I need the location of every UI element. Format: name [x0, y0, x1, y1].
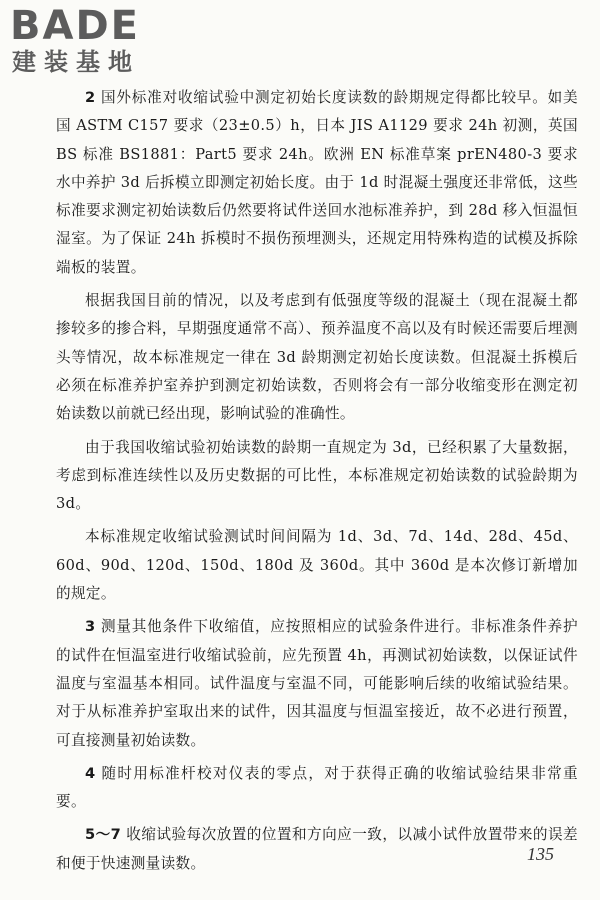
paragraph-text: 根据我国目前的情况，以及考虑到有低强度等级的混凝土（现在混凝土都掺较多的掺合料，早期强度通常不高）、预养温度不高以及有时候还需要后埋测头等情况，故本标准规定一律在 3d 龄期测定初始长度读数。但混凝土拆模后必须在标准养护室养护到测定初始读数，否则将会有一部分收缩变形在测定初始读数以前就已经出现，影响试验的准确性。 — [56, 292, 578, 423]
paragraph-text: 随时用标准杆校对仪表的零点，对于获得正确的收缩试验结果非常重要。 — [56, 764, 578, 811]
paragraph-clause-4 — [56, 760, 578, 817]
logo-english-text: BADE — [10, 3, 140, 49]
clause-number: 2 — [85, 89, 96, 106]
paragraph-text: 本标准规定收缩试验测试时间间隔为 1d、3d、7d、14d、28d、45d、60d、90d、120d、150d、180d 及 360d。其中 360d 是本次修订新增加的规定。 — [56, 528, 578, 603]
paragraph-text: 测量其他条件下收缩值，应按照相应的试验条件进行。非标准条件养护的试件在恒温室进行收缩试验前，应先预置 4h，再测试初始读数，以保证试件温度与室温基本相同。试件温度与室温不同，可能影响后续的收缩试验结果。对于从标准养护室取出来的试件，因其温度与恒温室接近，故不必进行预置，可直接测量初始读数。 — [56, 618, 578, 749]
publisher-logo — [10, 4, 180, 78]
clause-number: 3 — [85, 618, 96, 636]
clause-number: 5～7 — [85, 826, 122, 844]
page-number: 135 — [527, 844, 554, 864]
paragraph-text: 国外标准对收缩试验中测定初始长度读数的龄期规定得都比较早。如美国 ASTM C157 要求（23±0.5）h，日本 JIS A1129 要求 24h 初测，英国 BS 标准 BS1881：Part5 要求 24h。欧洲 EN 标准草案 prEN480-3 要求水中养护 3d 后拆模立即测定初始长度。由于 1d 时混凝土强度还非常低，这些标准要求测定初始读数后仍然要将试件送回水池标准养护，到 28d 移入恒温恒湿室。为了保证 24h 拆模时不损伤预埋测头，还规定用特殊构造的试模及拆除端板的装置。 — [56, 89, 578, 276]
paragraph-test-intervals — [56, 523, 578, 608]
paragraph-clause-2 — [56, 84, 578, 282]
paragraph-text: 由于我国收缩试验初始读数的龄期一直规定为 3d，已经积累了大量数据，考虑到标准连续性以及历史数据的可比性，本标准规定初始读数的试验龄期为 3d。 — [56, 438, 578, 513]
paragraph-clause-3 — [56, 613, 578, 754]
paragraph-initial-age-rationale — [56, 287, 578, 428]
page-body — [56, 84, 578, 883]
paragraph-clause-5-7 — [56, 821, 578, 878]
paragraph-text: 收缩试验每次放置的位置和方向应一致，以减小试件放置带来的误差和便于快速测量读数。 — [56, 826, 578, 872]
logo-chinese-text: 建装基地 — [12, 48, 140, 76]
paragraph-historical-data — [56, 434, 578, 519]
clause-number: 4 — [85, 764, 96, 782]
